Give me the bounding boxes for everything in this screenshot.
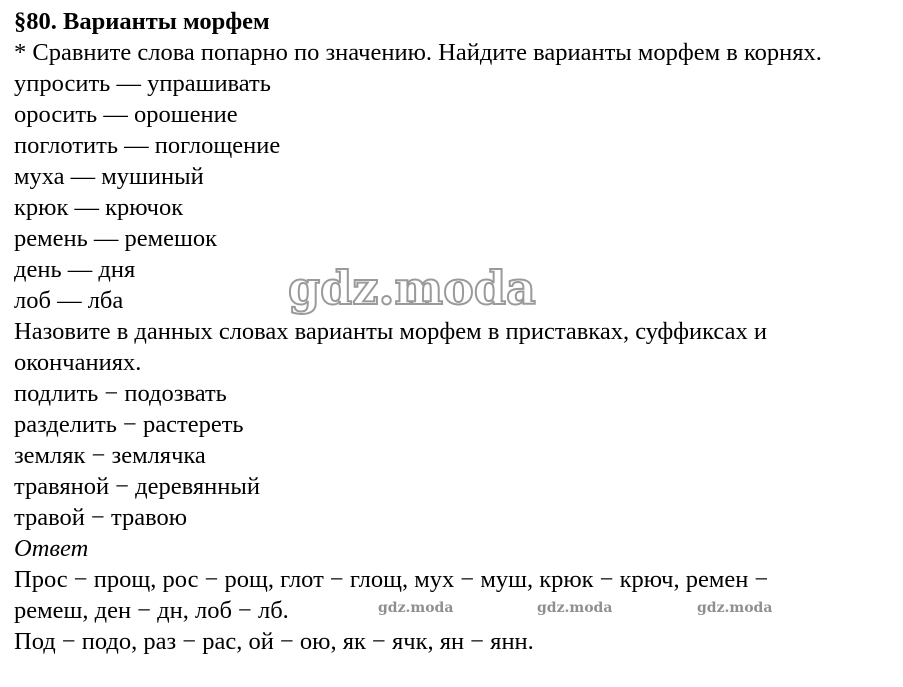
answer-line-3: Под − подо, раз − рас, ой − ою, як − ячк, ян − янн.: [14, 628, 534, 655]
pair-2: оросить — орошение: [14, 101, 238, 128]
pair-2-1: подлить − подозвать: [14, 380, 227, 407]
pair-2-4: травяной − деревянный: [14, 473, 260, 500]
pair-7: день — дня: [14, 256, 136, 283]
pair-6: ремень — ремешок: [14, 225, 218, 252]
pair-8: лоб — лба: [14, 287, 124, 314]
pair-2-2: разделить − растереть: [14, 411, 244, 438]
pair-5: крюк — крючок: [14, 194, 184, 221]
pair-2-5: травой − травою: [14, 504, 188, 531]
watermark-small-1: gdz.moda: [378, 600, 454, 616]
answer-line-2: ремеш, ден − дн, лоб − лб.: [14, 597, 289, 624]
task-2-text-line-1: Назовите в данных словах варианты морфем в приставках, суффиксах и: [14, 318, 767, 345]
pair-2-3: земляк − землячка: [14, 442, 206, 469]
task-2-text-line-2: окончаниях.: [14, 349, 142, 376]
watermark-small-3: gdz.moda: [697, 600, 773, 616]
document-page: [14, 6, 899, 657]
watermark-large: gdz.moda: [288, 261, 536, 315]
task-1-text: * Сравните слова попарно по значению. Найдите варианты морфем в корнях.: [14, 39, 822, 66]
pair-4: муха — мушиный: [14, 163, 204, 190]
answer-label: Ответ: [14, 535, 89, 562]
answer-line-1: Прос − прощ, рос − рощ, глот − глощ, мух − муш, крюк − крюч, ремен −: [14, 566, 769, 593]
watermark-small-2: gdz.moda: [537, 600, 613, 616]
section-title: §80. Варианты морфем: [14, 8, 270, 35]
pair-3: поглотить — поглощение: [14, 132, 281, 159]
pair-1: упросить — упрашивать: [14, 70, 271, 97]
